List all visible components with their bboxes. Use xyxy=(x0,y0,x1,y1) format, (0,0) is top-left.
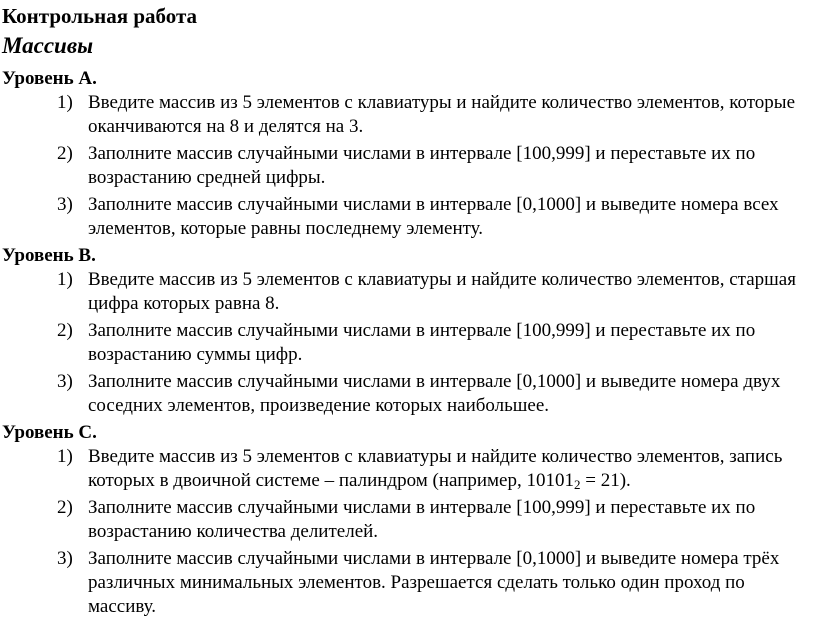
binary-base-subscript: 2 xyxy=(573,477,581,492)
list-item xyxy=(2,142,816,190)
task-number: 1) xyxy=(57,92,73,113)
task-text: Введите массив из 5 элементов с клавиатуры и найдите количество элементов, старшая цифра которых равна 8. xyxy=(88,269,796,314)
list-item xyxy=(2,445,816,493)
task-number: 3) xyxy=(57,548,73,569)
task-text: Заполните массив случайными числами в интервале [100,999] и переставьте их по возрастанию суммы цифр. xyxy=(88,320,756,365)
level-c-task-list xyxy=(2,445,816,619)
task-text: Введите массив из 5 элементов с клавиатуры и найдите количество элементов, запись которых в двоичной системе – палиндром (например, 10101 xyxy=(88,446,783,491)
task-text: Заполните массив случайными числами в интервале [100,999] и переставьте их по возрастанию количества делителей. xyxy=(88,497,756,542)
list-item xyxy=(2,268,816,316)
level-b-heading: Уровень B. xyxy=(2,245,96,266)
task-text: Введите массив из 5 элементов с клавиатуры и найдите количество элементов, которые оканчиваются на 8 и делятся на 3. xyxy=(88,92,795,137)
level-a-task-list xyxy=(2,91,816,241)
task-text: Заполните массив случайными числами в интервале [0,1000] и выведите номера двух соседних элементов, произведение которых наибольшее. xyxy=(88,371,781,416)
task-text: Заполните массив случайными числами в интервале [100,999] и переставьте их по возрастанию средней цифры. xyxy=(88,143,756,188)
task-number: 2) xyxy=(57,143,73,164)
page-title: Контрольная работа xyxy=(2,4,198,28)
list-item xyxy=(2,547,816,619)
task-number: 1) xyxy=(57,269,73,290)
task-number: 3) xyxy=(57,194,73,215)
task-text-end: = 21). xyxy=(580,470,631,491)
task-number: 2) xyxy=(57,497,73,518)
list-item xyxy=(2,496,816,544)
level-b-task-list xyxy=(2,268,816,418)
list-item xyxy=(2,193,816,241)
task-text: Заполните массив случайными числами в интервале [0,1000] и выведите номера всех элементов, которые равны последнему элементу. xyxy=(88,194,779,239)
task-number: 1) xyxy=(57,446,73,467)
task-number: 3) xyxy=(57,371,73,392)
list-item xyxy=(2,91,816,139)
level-c-heading: Уровень C. xyxy=(2,422,97,443)
list-item xyxy=(2,370,816,418)
level-a-heading: Уровень A. xyxy=(2,68,97,89)
task-number: 2) xyxy=(57,320,73,341)
page-subtitle: Массивы xyxy=(2,33,94,58)
list-item xyxy=(2,319,816,367)
task-text: Заполните массив случайными числами в интервале [0,1000] и выведите номера трёх различных минимальных элементов. Разрешается сделать только один проход по массиву. xyxy=(88,548,780,617)
